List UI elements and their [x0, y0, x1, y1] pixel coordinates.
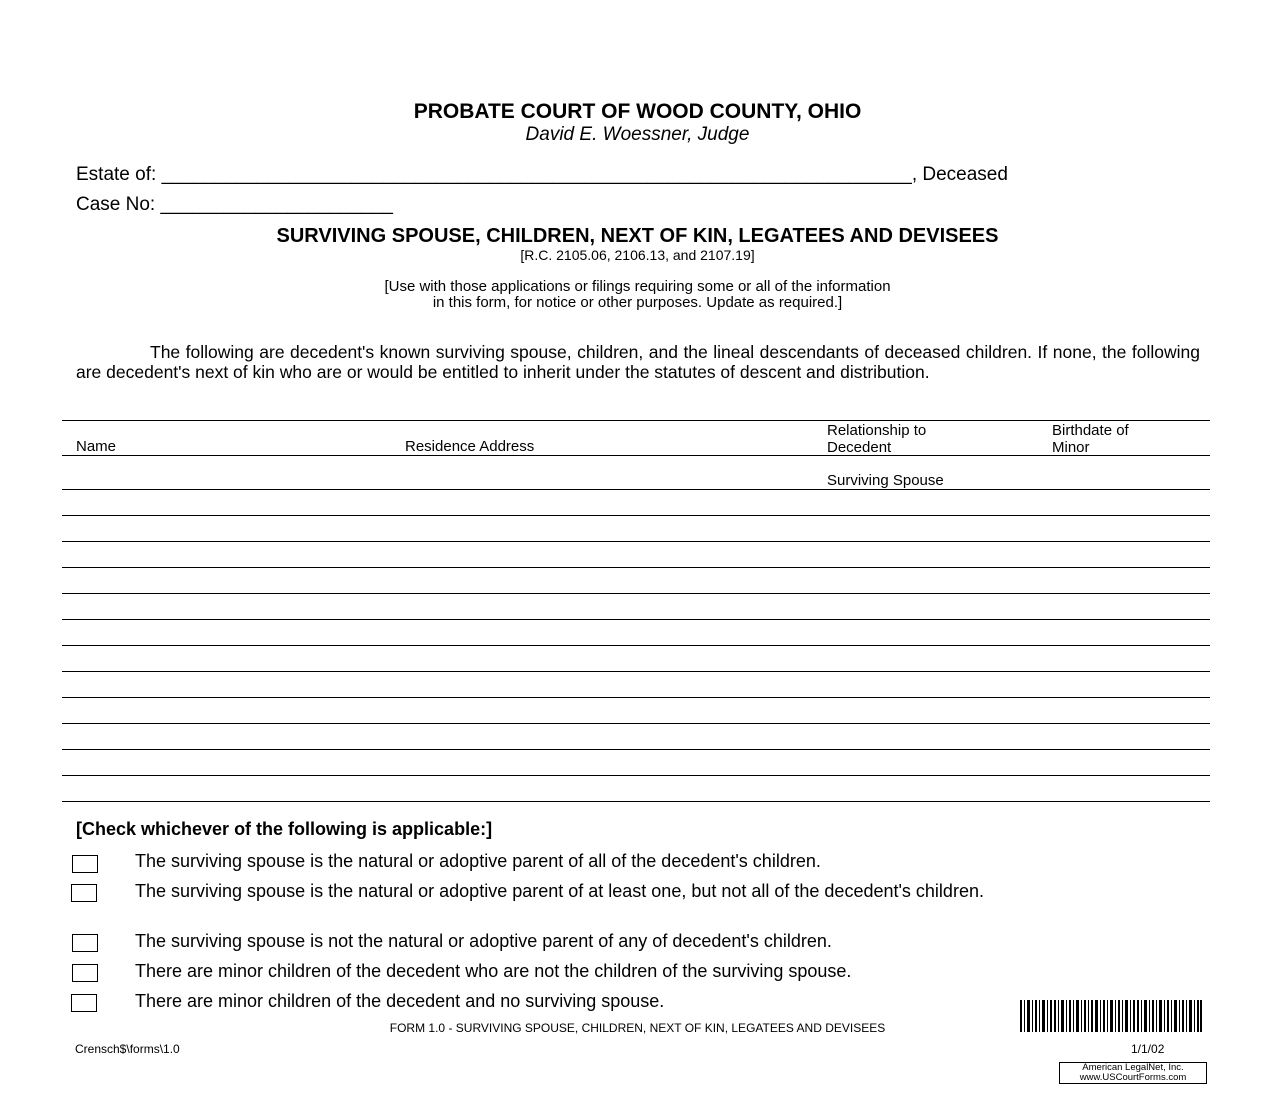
option-3-checkbox[interactable] [72, 934, 98, 952]
form-title: SURVIVING SPOUSE, CHILDREN, NEXT OF KIN, LEGATEES AND DEVISEES [276, 225, 999, 247]
col-header-name: Name [76, 438, 117, 455]
estate-label: Estate of: [76, 164, 157, 185]
estate-field[interactable]: _______________________________________________________________________ [161, 164, 912, 185]
table-header-rule [62, 455, 1210, 456]
table-row[interactable] [62, 645, 1210, 646]
option-5-checkbox[interactable] [71, 994, 97, 1012]
option-4-label: There are minor children of the decedent who are not the children of the surviving spouse. [135, 961, 852, 981]
table-row[interactable] [62, 541, 1210, 542]
barcode [1020, 1000, 1202, 1032]
case-no-line [76, 194, 393, 216]
table-row[interactable] [62, 567, 1210, 568]
table-top-rule [62, 420, 1210, 421]
table-row[interactable] [62, 723, 1210, 724]
case-no-label: Case No: [76, 194, 156, 215]
table-row[interactable] [62, 593, 1210, 594]
option-2-label [135, 881, 1195, 901]
option-4-checkbox[interactable] [72, 964, 98, 982]
stamp-line1: American LegalNet, Inc. [1082, 1062, 1184, 1073]
option-1-label: The surviving spouse is the natural or adoptive parent of all of the decedent's children. [135, 851, 821, 871]
col-header-relationship-line2: Decedent [827, 439, 892, 456]
usage-note-line2: in this form, for notice or other purposes. Update as required.] [432, 294, 843, 311]
judge-name: David E. Woessner, Judge [525, 124, 750, 145]
deceased-suffix: , Deceased [911, 164, 1008, 185]
table-row[interactable] [62, 775, 1210, 776]
col-header-address: Residence Address [405, 438, 535, 455]
col-header-relationship-line1: Relationship to [827, 422, 927, 439]
col-header-birthdate-line2: Minor [1052, 439, 1090, 456]
table-row[interactable] [62, 801, 1210, 802]
checklist-heading: [Check whichever of the following is applicable:] [76, 819, 493, 839]
table-row[interactable] [62, 697, 1210, 698]
footer-path: Crensch$\forms\1.0 [75, 1042, 180, 1056]
table-row[interactable] [62, 619, 1210, 620]
option-2-checkbox[interactable] [71, 884, 97, 902]
intro-paragraph: The following are decedent's known surviving spouse, children, and the lineal descendants of deceased children. If none, the following are decedent's next of kin who are or would be entitled to inherit under the statutes of descent and distribution. [76, 342, 1200, 382]
case-no-field[interactable]: ______________________ [160, 194, 393, 215]
court-title: PROBATE COURT OF WOOD COUNTY, OHIO [413, 100, 862, 123]
footer-date: 1/1/02 [1131, 1042, 1165, 1056]
statute-citation: [R.C. 2105.06, 2106.13, and 2107.19] [520, 247, 755, 263]
option-3-label: The surviving spouse is not the natural or adoptive parent of any of decedent's children. [135, 931, 832, 951]
table-row[interactable] [62, 515, 1210, 516]
option-5-label: There are minor children of the decedent and no surviving spouse. [135, 991, 665, 1011]
footer-form-label: FORM 1.0 - SURVIVING SPOUSE, CHILDREN, NEXT OF KIN, LEGATEES AND DEVISEES [389, 1021, 886, 1035]
option-2-text: The surviving spouse is the natural or adoptive parent of at least one, but not all of the decedent's children. [135, 881, 984, 901]
stamp-line2[interactable]: www.USCourtForms.com [1079, 1072, 1187, 1083]
col-header-relationship [827, 422, 926, 456]
table-row[interactable] [62, 749, 1210, 750]
col-header-birthdate-line1: Birthdate of [1052, 422, 1129, 439]
option-1-checkbox[interactable] [72, 855, 98, 873]
col-header-birthdate [1052, 422, 1129, 456]
table-row[interactable] [62, 671, 1210, 672]
estate-line [76, 164, 1008, 186]
usage-note-line1: [Use with those applications or filings requiring some or all of the information [384, 278, 891, 295]
row1-relationship: Surviving Spouse [827, 472, 944, 489]
publisher-stamp [1059, 1062, 1207, 1084]
table-row[interactable] [62, 489, 1210, 490]
